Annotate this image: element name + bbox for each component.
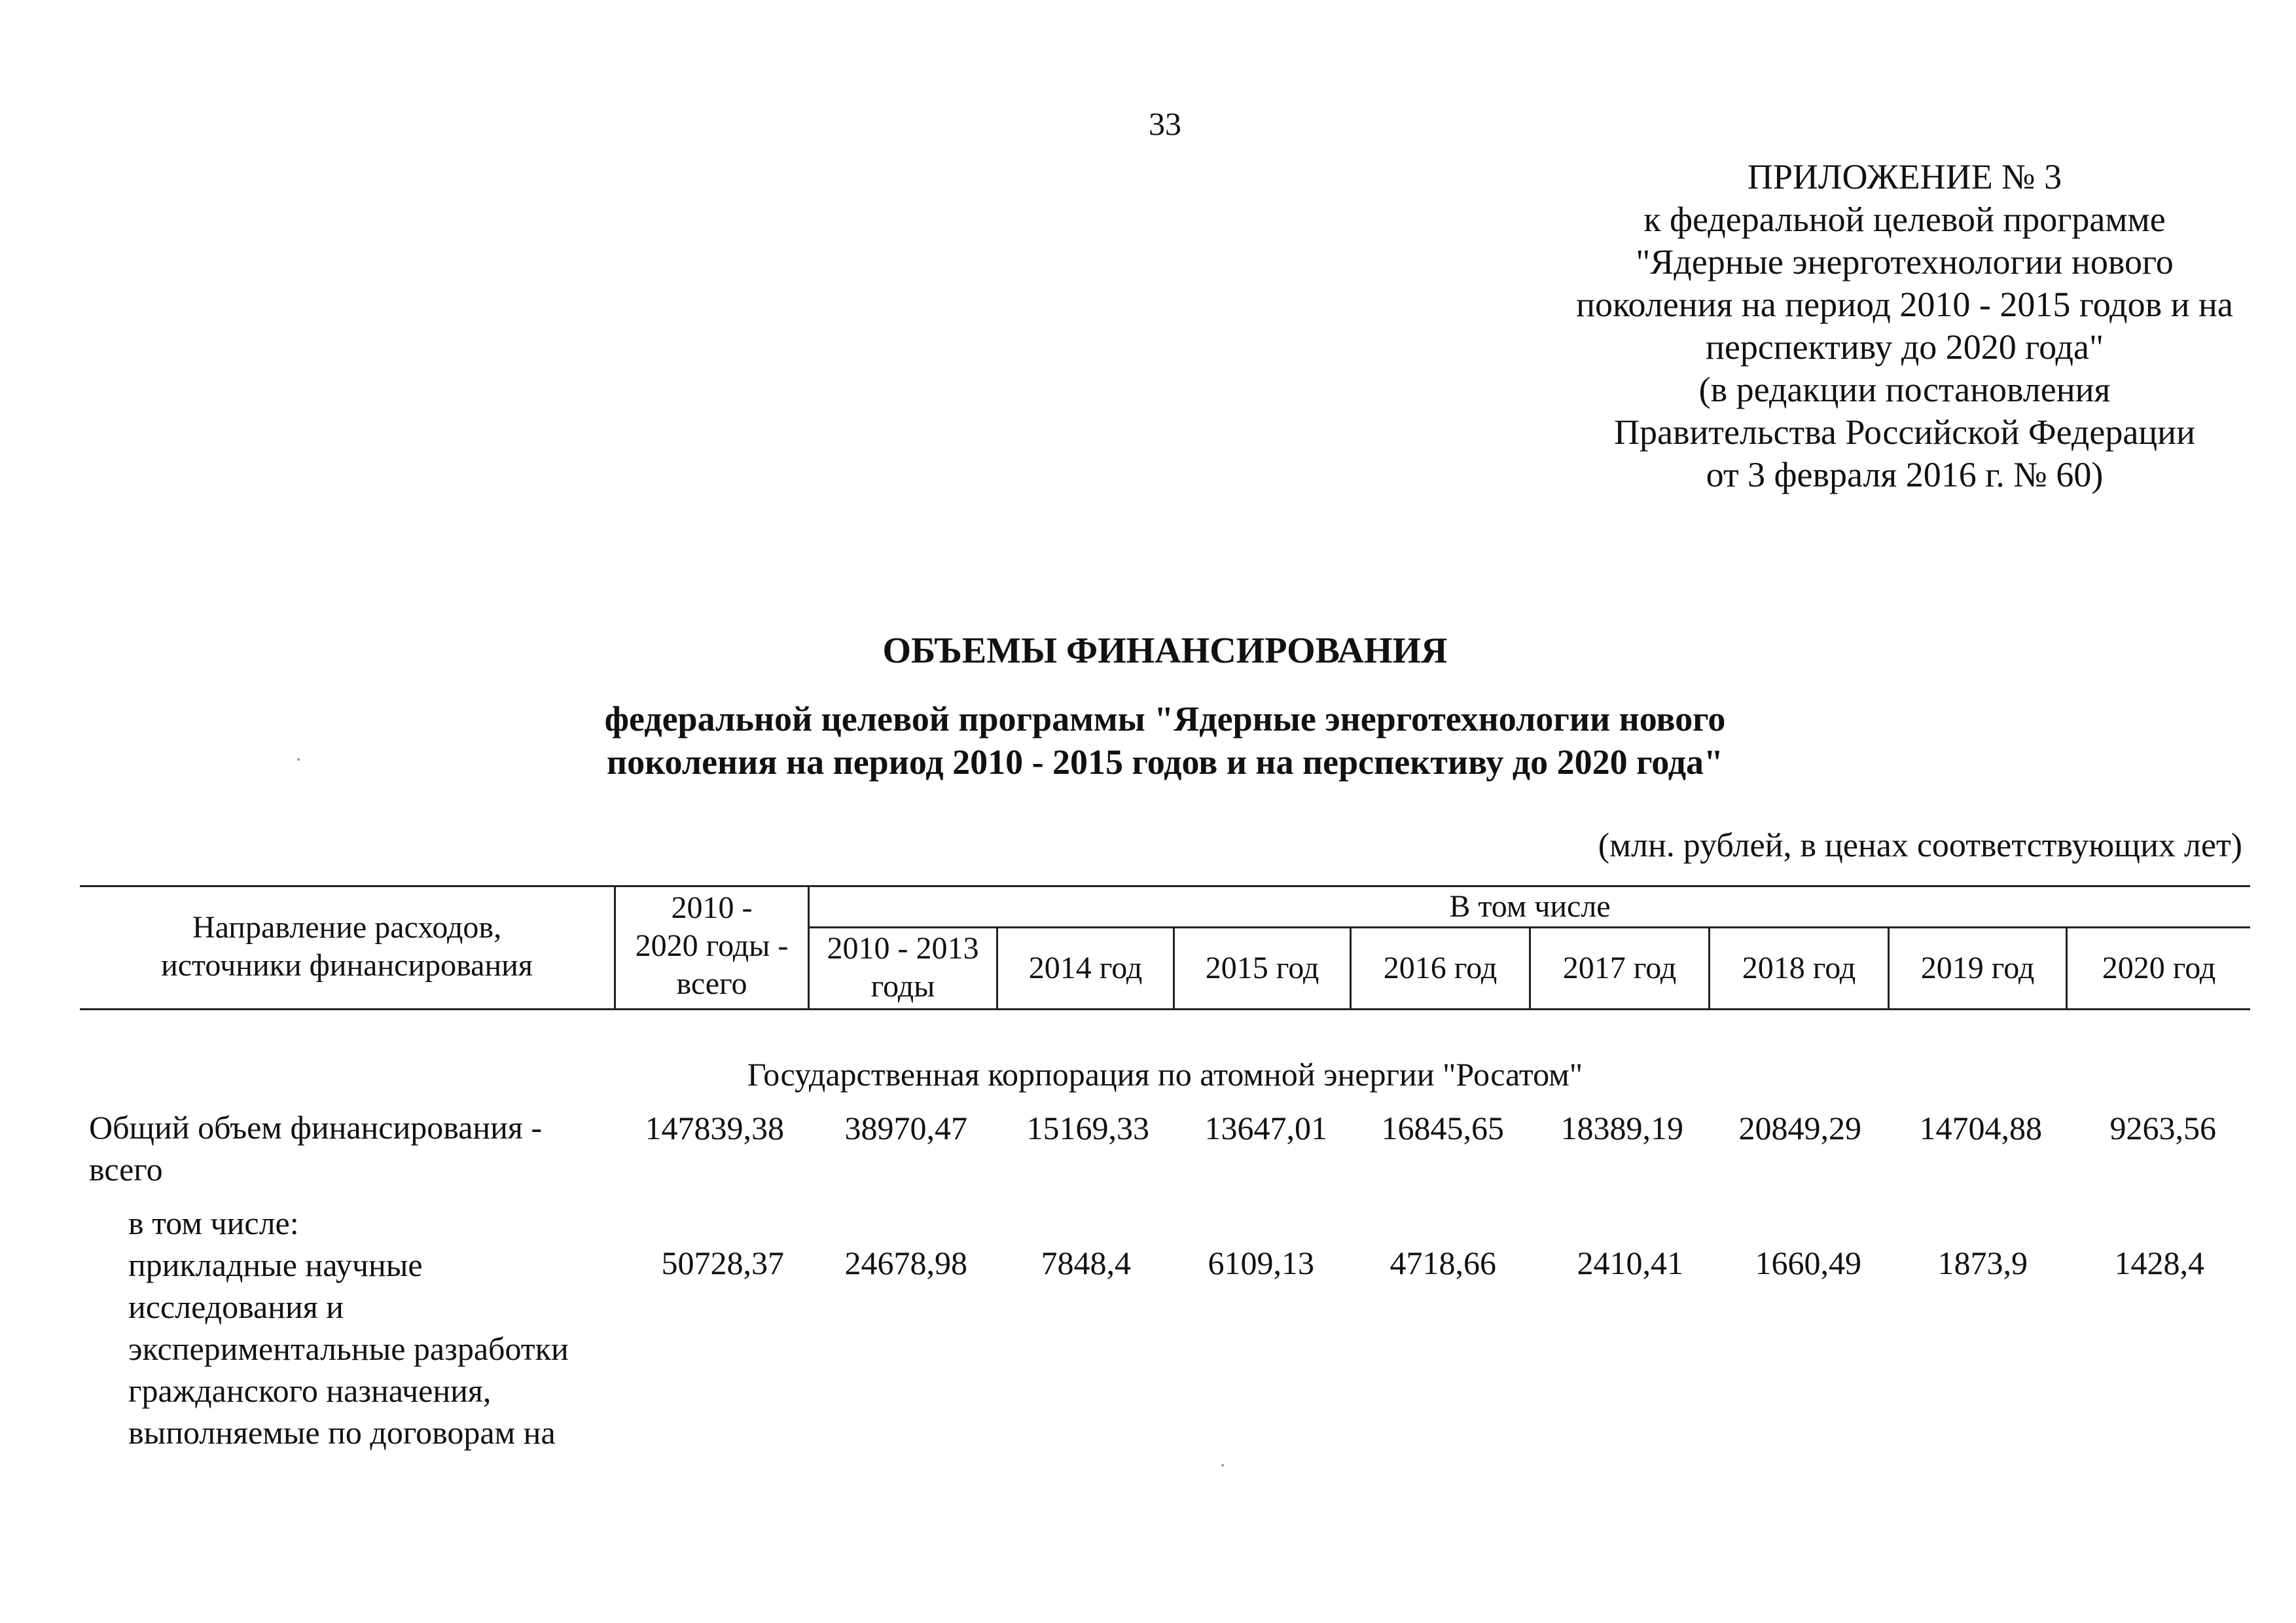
appendix-line: от 3 февраля 2016 г. № 60) [1706, 455, 2104, 494]
table-cell-2015: 13647,01 [1204, 1110, 1327, 1146]
table-cell-total: 50728,37 [661, 1245, 784, 1281]
row-label-line: прикладные научные [128, 1247, 423, 1283]
subtitle-line: федеральной целевой программы "Ядерные энерготехнологии нового [604, 699, 1726, 739]
table-cell-2018: 1660,49 [1755, 1245, 1861, 1281]
table-cell-2017: 18389,19 [1560, 1110, 1683, 1146]
table-cell-2020: 9263,56 [2109, 1110, 2216, 1146]
header-period-line: годы [870, 969, 935, 1004]
appendix-line: перспективу до 2020 года" [1705, 327, 2104, 367]
header-direction-line: источники финансирования [161, 948, 533, 983]
header-period-2010-2013 [810, 930, 996, 1006]
header-total-line: 2010 - [671, 890, 753, 925]
row-label-line: Общий объем финансирования - [89, 1109, 543, 1146]
document-subtitle [393, 697, 1937, 784]
appendix-line: Правительства Российской Федерации [1614, 412, 2195, 452]
row-label-line: в том числе: [128, 1205, 299, 1241]
appendix-line: "Ядерные энерготехнологии нового [1636, 242, 2174, 282]
row-label-line: исследования и [128, 1288, 344, 1325]
table-cell-2020: 1428,4 [2114, 1245, 2204, 1281]
section-heading: Государственная корпорация по атомной энергии "Росатом" [747, 1056, 1583, 1093]
appendix-line: к федеральной целевой программе [1643, 200, 2166, 239]
table-cell-2015: 6109,13 [1208, 1245, 1314, 1281]
appendix-line: (в редакции постановления [1698, 370, 2111, 409]
header-direction [80, 909, 614, 985]
table-row-label [89, 1106, 542, 1190]
row-label-line: выполняемые по договорам на [128, 1414, 556, 1451]
row-label-line: экспериментальные разработки [128, 1330, 569, 1367]
header-period-line: 2010 - 2013 [827, 931, 979, 966]
subtitle-line: поколения на период 2010 - 2015 годов и на перспективу до 2020 года" [606, 742, 1724, 782]
header-year: 2019 год [1920, 951, 2035, 985]
header-year: 2018 год [1742, 951, 1856, 985]
header-year: 2020 год [2102, 951, 2216, 985]
table-cell-2010-2013: 38970,47 [844, 1110, 967, 1146]
table-row-label [128, 1202, 569, 1453]
table-cell-2017: 2410,41 [1577, 1245, 1683, 1281]
header-total-line: всего [676, 966, 747, 1001]
appendix-line: ПРИЛОЖЕНИЕ № 3 [1747, 157, 2062, 196]
row-label-line: гражданского назначения, [128, 1372, 492, 1409]
header-including: В том числе [1449, 889, 1611, 924]
header-year: 2016 год [1383, 951, 1498, 985]
table-cell-2014: 7848,4 [1041, 1245, 1131, 1281]
table-top-rule [80, 885, 2250, 887]
table-cell-2016: 16845,65 [1381, 1110, 1504, 1146]
table-cell-2014: 15169,33 [1026, 1110, 1149, 1146]
header-year: 2015 год [1205, 951, 1319, 985]
table-header-bottom-rule [80, 1008, 2250, 1010]
page-number: 33 [1149, 105, 1181, 142]
row-label-line: всего [89, 1151, 163, 1188]
header-year: 2014 год [1028, 951, 1143, 985]
header-total-line: 2020 годы - [635, 928, 789, 963]
table-cell-total: 147839,38 [645, 1110, 784, 1146]
document-title: ОБЪЕМЫ ФИНАНСИРОВАНИЯ [882, 630, 1448, 671]
header-year: 2017 год [1562, 951, 1677, 985]
scan-speck [297, 758, 300, 761]
appendix-block [1466, 156, 2296, 496]
table-cell-2018: 20849,29 [1738, 1110, 1861, 1146]
scan-speck [1221, 1464, 1224, 1467]
table-cell-2016: 4718,66 [1390, 1245, 1496, 1281]
appendix-line: поколения на период 2010 - 2015 годов и на [1576, 285, 2233, 324]
table-cell-2019: 1873,9 [1937, 1245, 2028, 1281]
table-cell-2010-2013: 24678,98 [844, 1245, 967, 1281]
header-total [616, 889, 808, 1003]
header-direction-line: Направление расходов, [192, 910, 502, 945]
table-cell-2019: 14704,88 [1919, 1110, 2042, 1146]
units-note: (млн. рублей, в ценах соответствующих лет) [1598, 827, 2242, 864]
